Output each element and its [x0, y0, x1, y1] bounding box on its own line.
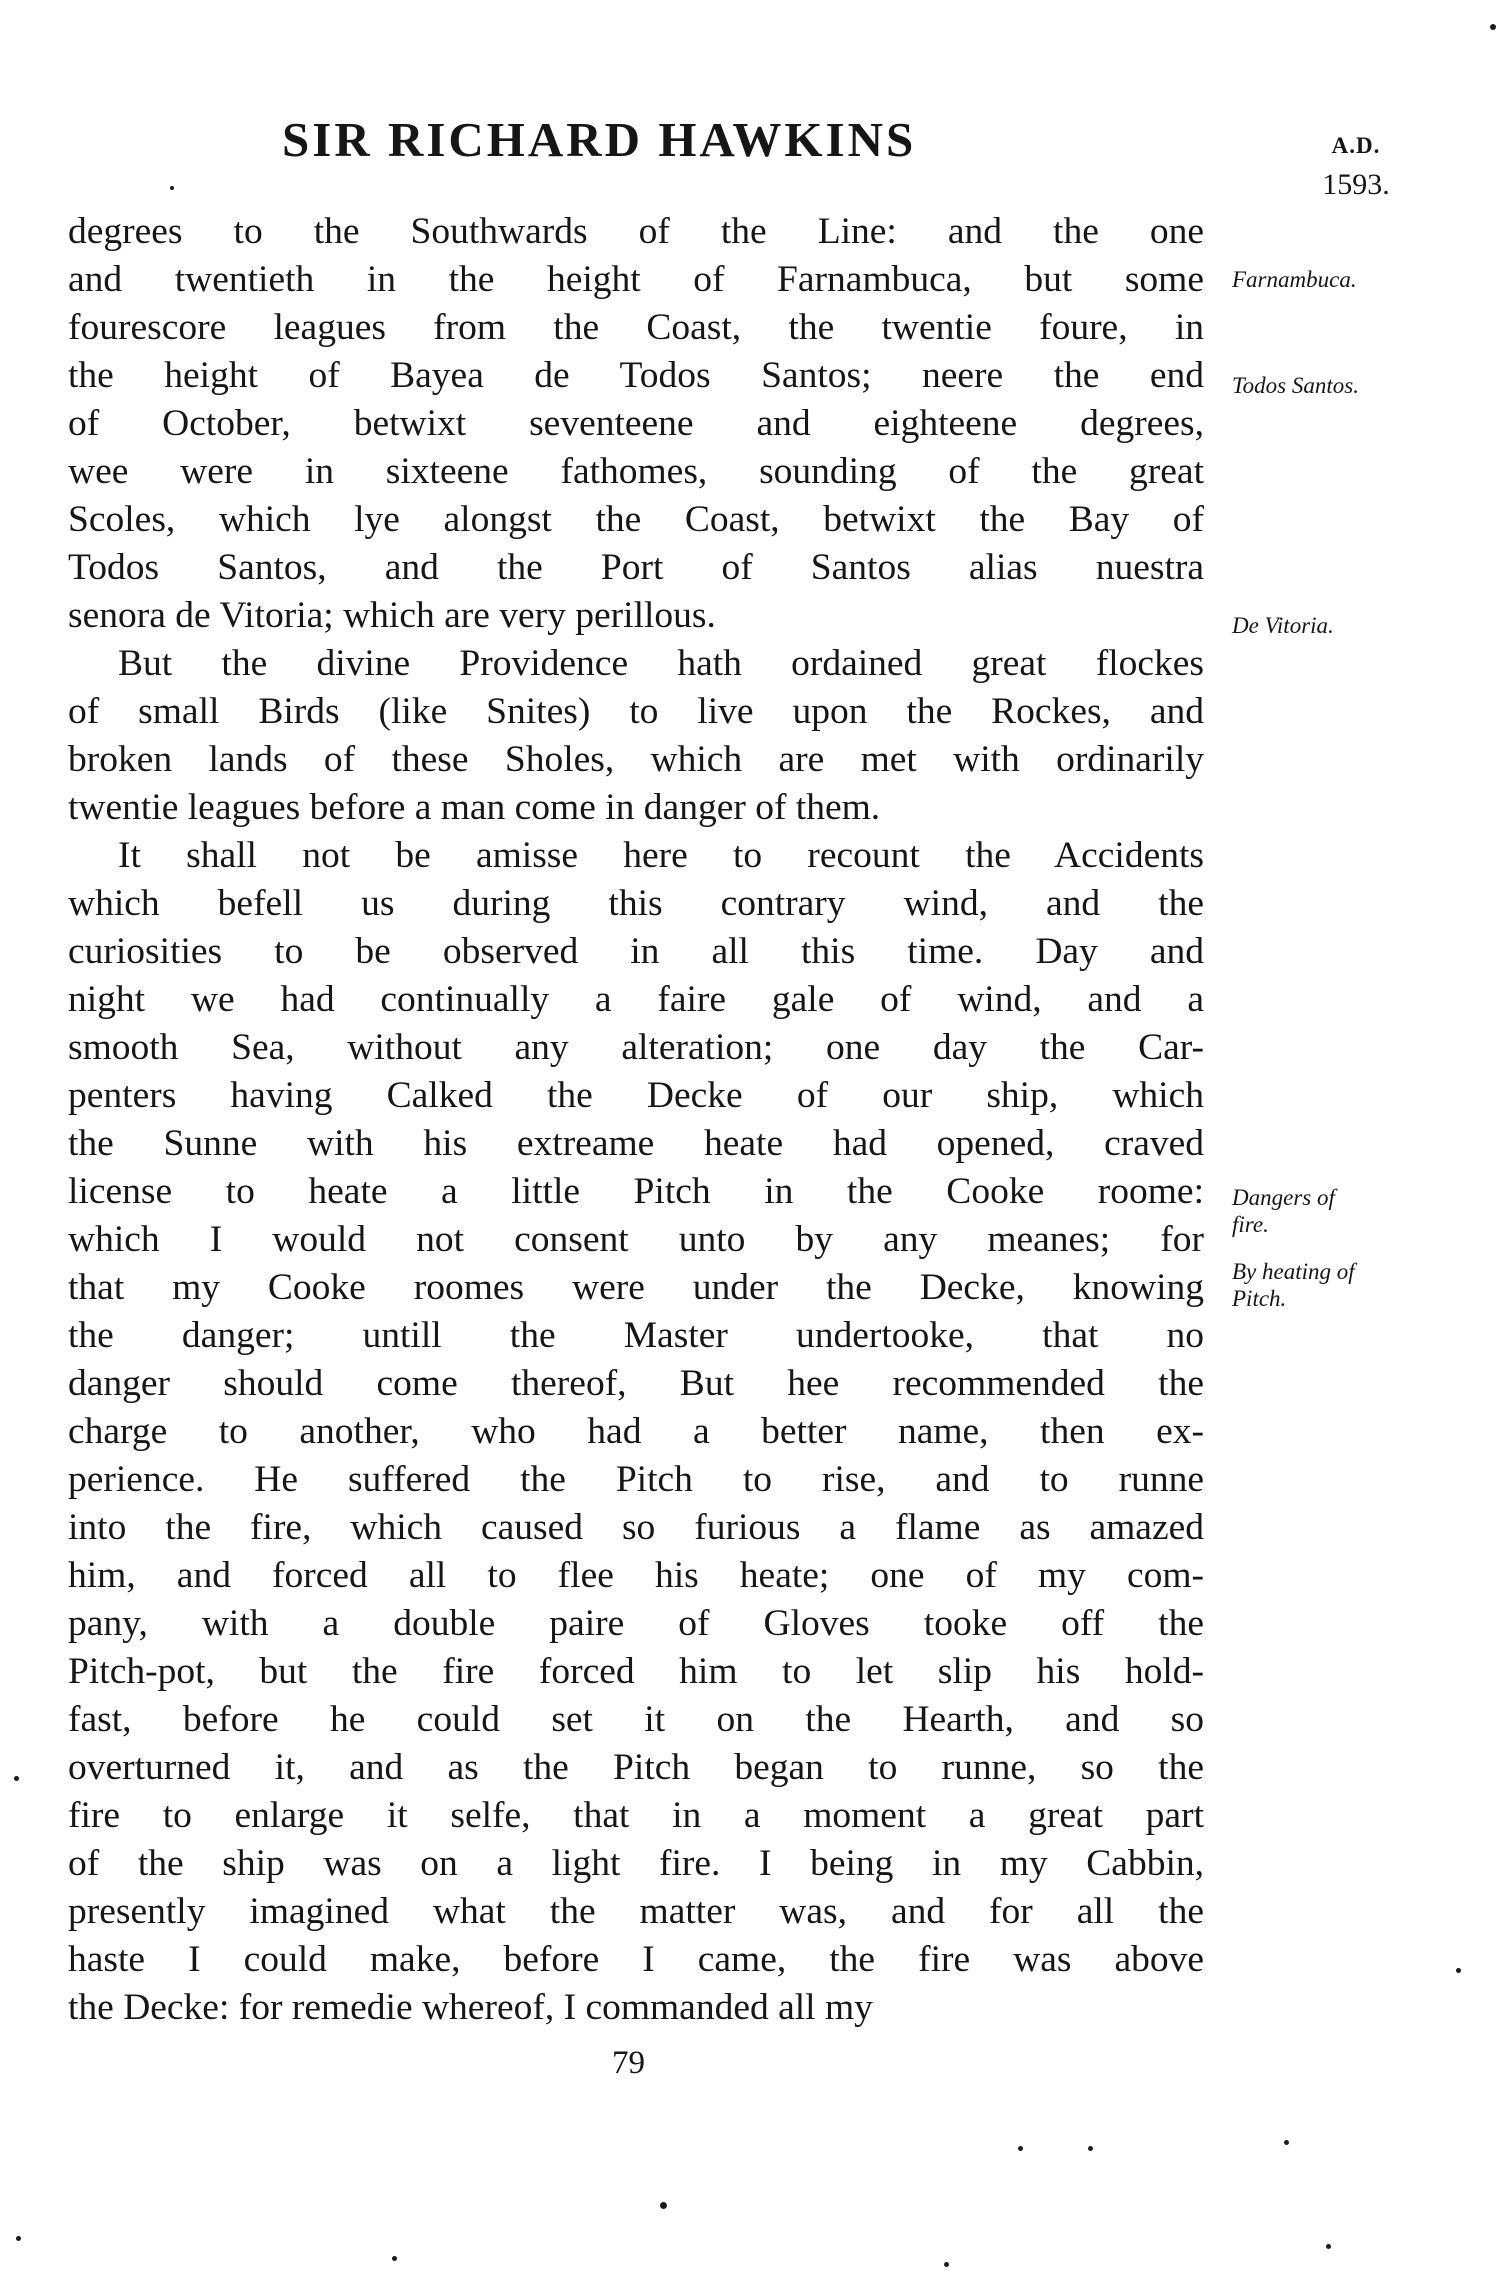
year-label: A.D.: [1331, 133, 1381, 158]
scan-speck: [14, 1776, 19, 1781]
text-line: haste I could make, before I came, the fire was above: [68, 1939, 1204, 1980]
sidenote-line: By heating of: [1232, 1259, 1355, 1284]
text-line: of the ship was on a light fire. I being in my Cabbin,: [68, 1843, 1204, 1884]
scan-speck: [1456, 1968, 1461, 1973]
scan-speck: [1490, 24, 1496, 30]
sidenote-todos-santos: [1232, 372, 1359, 399]
year-marginal: [1296, 130, 1416, 206]
text-line: license to heate a little Pitch in the Cooke roome:: [68, 1171, 1204, 1212]
text-line: into the fire, which caused so furious a flame as amazed: [68, 1507, 1204, 1548]
scan-speck: [170, 186, 174, 190]
text-line: of October, betwixt seventeene and eighteene degrees,: [68, 403, 1204, 444]
running-title: SIR RICHARD HAWKINS: [282, 112, 917, 167]
sidenote-de-vitoria: [1232, 612, 1334, 639]
scan-speck: [392, 2256, 397, 2261]
sidenote-line: Pitch.: [1232, 1286, 1287, 1311]
text-line: which I would not consent unto by any meanes; for: [68, 1219, 1204, 1260]
scan-speck: [660, 2202, 667, 2209]
text-line: twentie leagues before a man come in danger of them.: [68, 787, 881, 828]
text-line: fast, before he could set it on the Hearth, and so: [68, 1699, 1204, 1740]
text-line: the Sunne with his extreame heate had opened, craved: [68, 1123, 1204, 1164]
sidenote-dangers-of-fire: [1232, 1184, 1335, 1238]
text-line: wee were in sixteene fathomes, sounding of the great: [68, 451, 1204, 492]
text-line: the danger; untill the Master undertooke, that no: [68, 1315, 1204, 1356]
scan-speck: [16, 2236, 21, 2241]
year-value: 1593.: [1322, 168, 1390, 201]
sidenote-line: Dangers of: [1232, 1185, 1335, 1210]
sidenote-farnambuca: [1232, 266, 1357, 293]
text-line: the Decke: for remedie whereof, I commanded all my: [68, 1987, 873, 2028]
scan-speck: [1284, 2140, 1289, 2145]
text-line: Todos Santos, and the Port of Santos alias nuestra: [68, 547, 1204, 588]
scan-speck: [1088, 2146, 1093, 2151]
sidenote-line: De Vitoria.: [1232, 613, 1334, 638]
text-line: pany, with a double paire of Gloves tooke off the: [68, 1603, 1204, 1644]
text-line: penters having Calked the Decke of our ship, which: [68, 1075, 1204, 1116]
text-line: charge to another, who had a better name, then ex-: [68, 1411, 1204, 1452]
text-line: the height of Bayea de Todos Santos; neere the end: [68, 355, 1204, 396]
text-line: It shall not be amisse here to recount the Accidents: [118, 835, 1204, 876]
scan-speck: [1018, 2146, 1023, 2151]
page-number: 79: [612, 2045, 645, 2081]
sidenote-line: Todos Santos.: [1232, 373, 1359, 398]
text-line: Scoles, which lye alongst the Coast, betwixt the Bay of: [68, 499, 1204, 540]
paragraph: [68, 832, 1204, 2032]
text-line: him, and forced all to flee his heate; one of my com-: [68, 1555, 1204, 1596]
text-line: overturned it, and as the Pitch began to runne, so the: [68, 1747, 1204, 1788]
text-line: that my Cooke roomes were under the Decke, knowing: [68, 1267, 1204, 1308]
scan-speck: [1326, 2244, 1331, 2249]
text-line: of small Birds (like Snites) to live upon the Rockes, and: [68, 691, 1204, 732]
paragraph: [68, 640, 1204, 832]
text-line: danger should come thereof, But hee recommended the: [68, 1363, 1204, 1404]
text-line: and twentieth in the height of Farnambuca, but some: [68, 259, 1204, 300]
text-line: night we had continually a faire gale of wind, and a: [68, 979, 1204, 1020]
sidenote-line: fire.: [1232, 1212, 1269, 1237]
text-line: Pitch-pot, but the fire forced him to let slip his hold-: [68, 1651, 1204, 1692]
scan-speck: [944, 2262, 949, 2267]
text-line: fire to enlarge it selfe, that in a moment a great part: [68, 1795, 1204, 1836]
paragraph: [68, 208, 1204, 640]
text-line: which befell us during this contrary wind, and the: [68, 883, 1204, 924]
text-line: curiosities to be observed in all this time. Day and: [68, 931, 1204, 972]
text-line: But the divine Providence hath ordained great flockes: [118, 643, 1204, 684]
body-text: [68, 208, 1204, 2032]
text-line: broken lands of these Sholes, which are met with ordinarily: [68, 739, 1204, 780]
sidenote-line: Farnambuca.: [1232, 267, 1357, 292]
sidenote-heating-of-pitch: [1232, 1258, 1355, 1312]
text-line: degrees to the Southwards of the Line: and the one: [68, 211, 1204, 252]
text-line: senora de Vitoria; which are very perillous.: [68, 595, 716, 636]
text-line: smooth Sea, without any alteration; one day the Car-: [68, 1027, 1204, 1068]
text-line: fourescore leagues from the Coast, the twentie foure, in: [68, 307, 1204, 348]
text-line: presently imagined what the matter was, and for all the: [68, 1891, 1204, 1932]
text-line: perience. He suffered the Pitch to rise, and to runne: [68, 1459, 1204, 1500]
